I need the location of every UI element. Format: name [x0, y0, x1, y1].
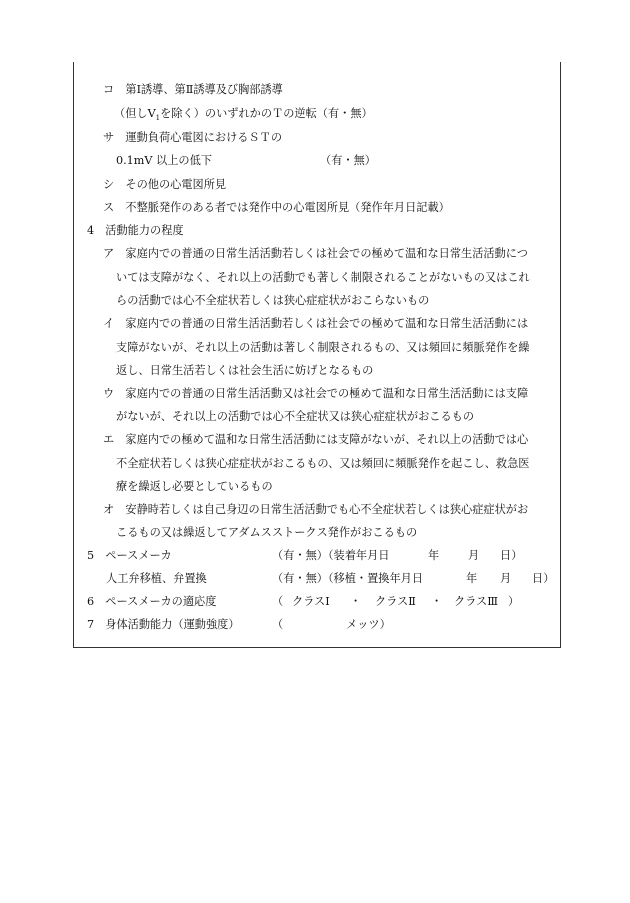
section4-e-line1: エ 家庭内での極めて温和な日常生活活動には支障がないが、それ以上の活動では心 [103, 433, 529, 446]
item-sa-line1: サ 運動負荷心電図におけるＳＴの [103, 131, 283, 144]
section7-unit: メッツ） [346, 618, 391, 631]
item-ko-line2: （但し$V_1$を除く）のいずれかのＴの逆転（有・無） [114, 107, 373, 123]
section6-open-paren: （ [272, 595, 284, 608]
section6-label: 6 ペースメーカの適応度 [87, 595, 217, 608]
section4-o-line2: こるもの又は繰返してアダムスストークス発作がおこるもの [116, 526, 418, 539]
section5-day: 日） [500, 549, 523, 562]
section4-u-line1: ウ 家庭内での普通の日常生活活動又は社会での極めて温和な日常生活活動には支障 [103, 387, 529, 400]
section6-close-paren: ） [508, 595, 520, 608]
section5-pacemaker-label: 5 ペースメーカ [87, 549, 172, 562]
section6-separator-2: ・ [431, 595, 443, 608]
section4-i-line2: 支障がないが、それ以上の活動は著しく制限されるもの、又は頻回に頻脈発作を繰 [116, 341, 530, 354]
section4-heading: 4 活動能力の程度 [87, 224, 184, 237]
section6-class-1: クラスⅠ [292, 595, 330, 608]
section5-year2: 年 [466, 572, 478, 585]
section5-month2: 月 [500, 572, 512, 585]
section6-class-3: クラスⅢ [454, 595, 499, 608]
section5-month: 月 [468, 549, 480, 562]
section7-open-paren: （ [272, 618, 284, 631]
item-sa-choice: （有・無） [320, 154, 376, 167]
section4-i-line3: 返し、日常生活若しくは社会生活に妨げとなるもの [116, 364, 374, 377]
section4-u-line2: がないが、それ以上の活動では心不全症状又は狭心症症状がおこるもの [116, 410, 475, 423]
section4-o-line1: オ 安静時若しくは自己身辺の日常生活活動でも心不全症状若しくは狭心症症状がお [103, 503, 529, 516]
item-shi: シ その他の心電図所見 [103, 178, 227, 191]
section4-e-line3: 療を繰返し必要としているもの [116, 480, 273, 493]
section6-separator-1: ・ [350, 595, 362, 608]
section5-year: 年 [428, 549, 440, 562]
section5-pacemaker-choice: （有・無）（装着年月日 [272, 549, 390, 562]
section4-e-line2: 不全症状若しくは狭心症症状がおこるもの、又は頻回に頻脈発作を起こし、救急医 [116, 457, 530, 470]
item-su: ス 不整脈発作のある者では発作中の心電図所見（発作年月日記載） [103, 201, 450, 214]
section4-a-line2: いては支障がなく、それ以上の活動でも著しく制限されることがないもの又はこれ [116, 271, 530, 284]
item-ko-line1: コ 第Ⅰ誘導、第Ⅱ誘導及び胸部誘導 [103, 83, 283, 96]
section4-a-line3: らの活動では心不全症状若しくは狭心症症状がおこらないもの [116, 294, 430, 307]
item-sa-line2: 0.1mV 以上の低下 [116, 154, 212, 167]
section5-valve-label: 人工弁移植、弁置換 [106, 572, 207, 585]
section6-class-2: クラスⅡ [375, 595, 416, 608]
section5-valve-choice: （有・無）（移植・置換年月日 [272, 572, 424, 585]
section7-label: 7 身体活動能力（運動強度） [87, 618, 240, 631]
section4-i-line1: イ 家庭内での普通の日常生活活動若しくは社会での極めて温和な日常生活活動には [103, 317, 529, 330]
section5-day2: 日） [532, 572, 555, 585]
section4-a-line1: ア 家庭内での普通の日常生活活動若しくは社会での極めて温和な日常生活活動につ [103, 247, 528, 260]
